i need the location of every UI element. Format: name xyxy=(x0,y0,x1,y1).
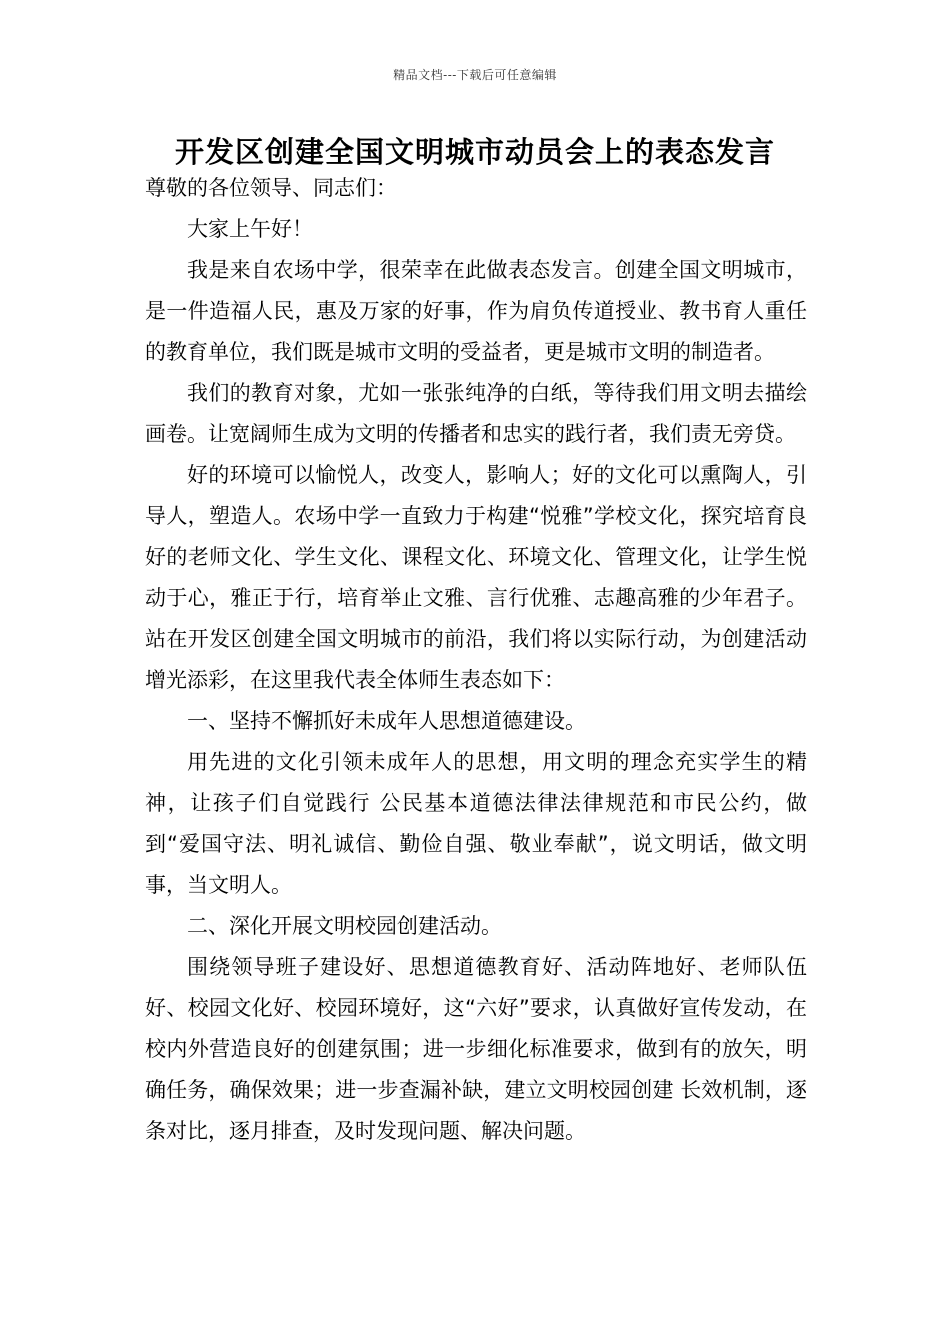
paragraph-moral-building: 用先进的文化引领未成年人的思想，用文明的理念充实学生的精神，让孩子们自觉践行 公民基本道德法律法律规范和市民公约，做到“爱国守法、明礼诚信、勤俭自强、敬业奉献”，说文明话，做文明事，当文明人。 xyxy=(145,750,807,897)
section-heading-1: 一、坚持不懈抓好未成年人思想道德建设。 xyxy=(187,709,586,733)
header-note: 精品文档---下载后可任意编辑 xyxy=(393,68,557,82)
paragraph-education-targets: 我们的教育对象，尤如一张张纯净的白纸，等待我们用文明去描绘画卷。让宽阔师生成为文明的传播者和忠实的践行者，我们责无旁贷。 xyxy=(145,381,807,446)
paragraph-greeting: 大家上午好！ xyxy=(187,217,313,241)
salutation: 尊敬的各位领导、同志们： xyxy=(145,176,397,200)
document-body xyxy=(145,168,807,1152)
paragraph-school-culture: 好的环境可以愉悦人，改变人，影响人；好的文化可以熏陶人，引导人，塑造人。农场中学一直致力于构建“悦雅”学校文化，探究培育良好的老师文化、学生文化、课程文化、环境文化、管理文化，让学生悦动于心，雅正于行，培育举止文雅、言行优雅、志趣高雅的少年君子。站在开发区创建全国文明城市的前沿，我们将以实际行动，为创建活动增光添彩，在这里我代表全体师生表态如下： xyxy=(145,463,807,692)
paragraph-introduction: 我是来自农场中学，很荣幸在此做表态发言。创建全国文明城市，是一件造福人民，惠及万家的好事，作为肩负传道授业、教书育人重任的教育单位，我们既是城市文明的受益者，更是城市文明的制造者。 xyxy=(145,258,807,364)
paragraph-civilized-campus: 围绕领导班子建设好、思想道德教育好、活动阵地好、老师队伍好、校园文化好、校园环境好，这“六好”要求，认真做好宣传发动，在校内外营造良好的创建氛围；进一步细化标准要求，做到有的放矢，明确任务，确保效果；进一步查漏补缺，建立文明校园创建 长效机制，逐条对比，逐月排查，及时发现问题、解决问题。 xyxy=(145,955,807,1143)
document-title: 开发区创建全国文明城市动员会上的表态发言 xyxy=(174,135,775,169)
section-heading-2: 二、深化开展文明校园创建活动。 xyxy=(187,914,502,938)
